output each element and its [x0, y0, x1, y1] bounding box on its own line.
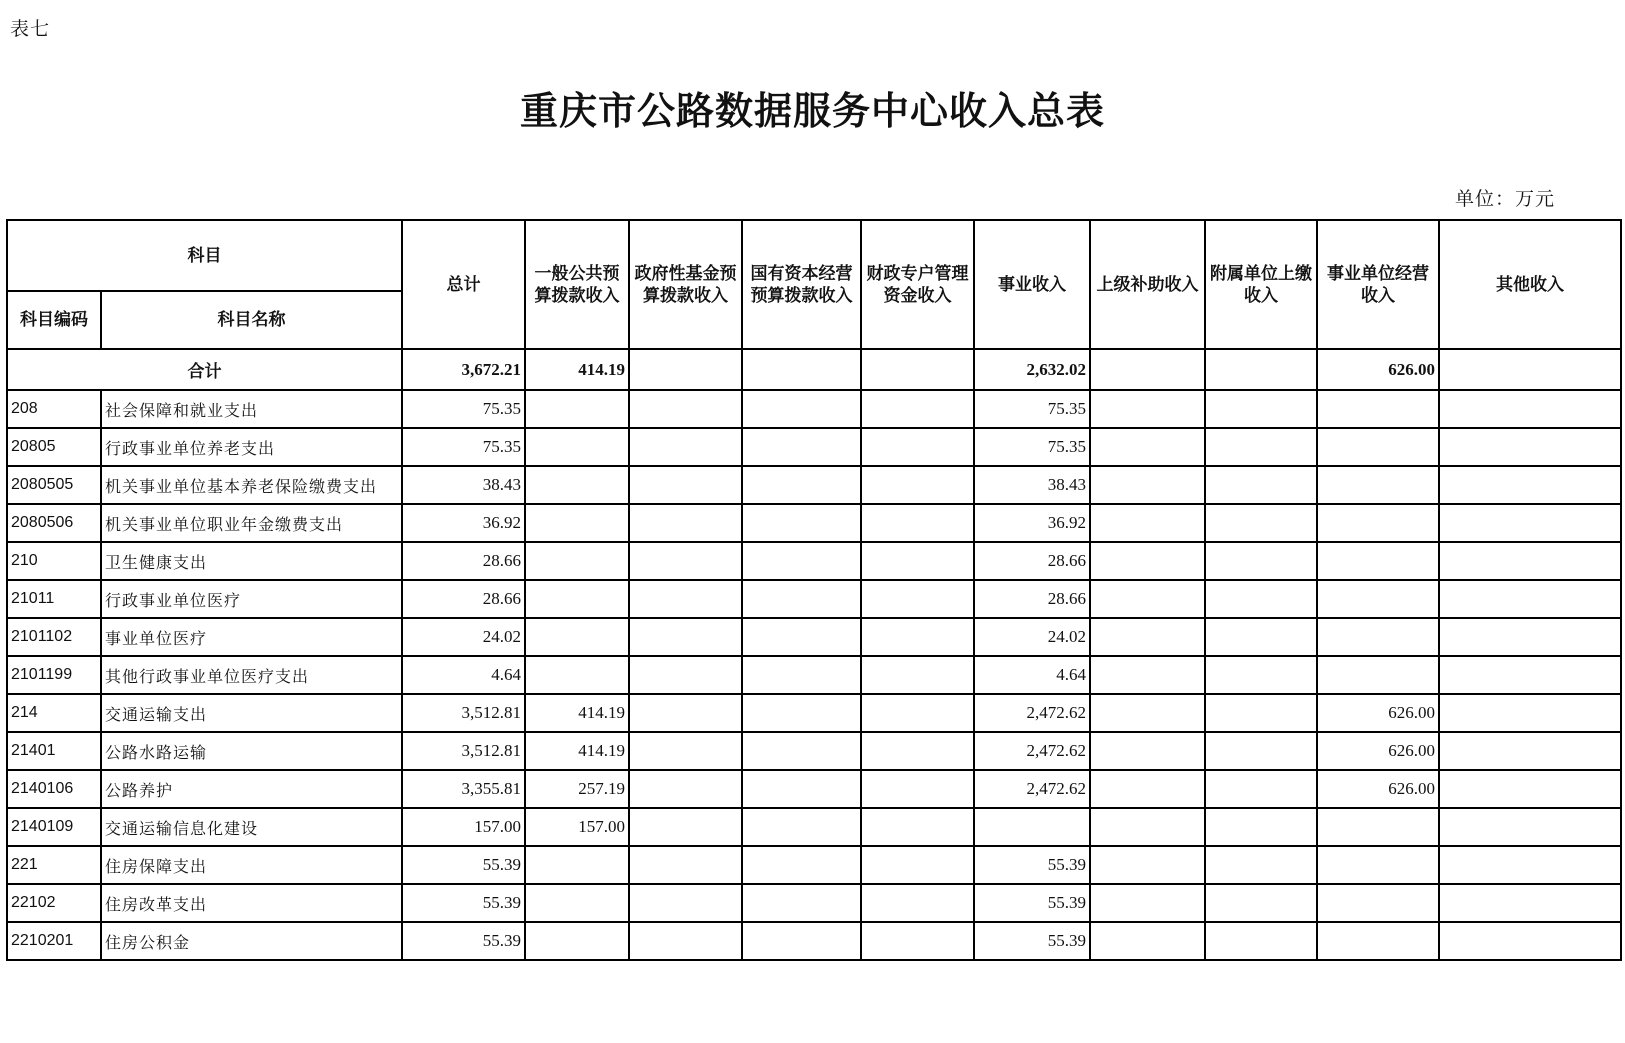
cell-other-income: [1439, 922, 1621, 960]
cell-total: 3,355.81: [402, 770, 525, 808]
cell-other-income: [1439, 466, 1621, 504]
cell-superior-subsidy: [1090, 770, 1205, 808]
table-row: [7, 390, 1621, 428]
cell-affiliated-payment: [1205, 770, 1317, 808]
cell-affiliated-payment: [1205, 580, 1317, 618]
cell-gov-fund: [629, 732, 742, 770]
cell-gov-fund: [629, 770, 742, 808]
cell-other-income: [1439, 694, 1621, 732]
cell-fiscal-special: [861, 922, 974, 960]
cell-state-capital: [742, 656, 861, 694]
cell-operating-income: 626.00: [1317, 732, 1439, 770]
cell-general-budget: [525, 580, 629, 618]
total-cell-general-budget: 414.19: [525, 349, 629, 390]
cell-total: 24.02: [402, 618, 525, 656]
cell-affiliated-payment: [1205, 808, 1317, 846]
cell-operating-income: 626.00: [1317, 694, 1439, 732]
cell-superior-subsidy: [1090, 846, 1205, 884]
subject-name-cell: 公路养护: [101, 770, 402, 808]
cell-business-income: 75.35: [974, 390, 1090, 428]
cell-business-income: 55.39: [974, 922, 1090, 960]
cell-general-budget: 414.19: [525, 732, 629, 770]
cell-general-budget: 257.19: [525, 770, 629, 808]
cell-other-income: [1439, 542, 1621, 580]
cell-general-budget: [525, 656, 629, 694]
header-superior-subsidy: 上级补助收入: [1090, 220, 1205, 349]
cell-affiliated-payment: [1205, 504, 1317, 542]
cell-fiscal-special: [861, 770, 974, 808]
cell-affiliated-payment: [1205, 694, 1317, 732]
cell-general-budget: [525, 884, 629, 922]
cell-affiliated-payment: [1205, 618, 1317, 656]
cell-gov-fund: [629, 618, 742, 656]
cell-general-budget: [525, 390, 629, 428]
cell-fiscal-special: [861, 694, 974, 732]
cell-other-income: [1439, 390, 1621, 428]
cell-gov-fund: [629, 694, 742, 732]
cell-fiscal-special: [861, 504, 974, 542]
cell-total: 75.35: [402, 390, 525, 428]
cell-other-income: [1439, 656, 1621, 694]
cell-operating-income: [1317, 808, 1439, 846]
cell-fiscal-special: [861, 390, 974, 428]
cell-operating-income: [1317, 504, 1439, 542]
total-cell-operating-income: 626.00: [1317, 349, 1439, 390]
cell-total: 157.00: [402, 808, 525, 846]
cell-state-capital: [742, 504, 861, 542]
cell-operating-income: 626.00: [1317, 770, 1439, 808]
total-cell-gov-fund: [629, 349, 742, 390]
cell-state-capital: [742, 542, 861, 580]
subject-code-cell: 2080505: [7, 466, 101, 504]
cell-fiscal-special: [861, 618, 974, 656]
cell-operating-income: [1317, 428, 1439, 466]
subject-code-cell: 208: [7, 390, 101, 428]
subject-code-cell: 21401: [7, 732, 101, 770]
cell-other-income: [1439, 808, 1621, 846]
table-number: 表七: [10, 18, 51, 40]
subject-name-cell: 住房公积金: [101, 922, 402, 960]
table-header: [7, 220, 1621, 349]
cell-superior-subsidy: [1090, 466, 1205, 504]
cell-superior-subsidy: [1090, 618, 1205, 656]
cell-state-capital: [742, 618, 861, 656]
cell-superior-subsidy: [1090, 656, 1205, 694]
cell-operating-income: [1317, 466, 1439, 504]
cell-gov-fund: [629, 656, 742, 694]
cell-general-budget: [525, 922, 629, 960]
cell-fiscal-special: [861, 884, 974, 922]
table-row: [7, 770, 1621, 808]
subject-code-cell: 20805: [7, 428, 101, 466]
cell-total: 38.43: [402, 466, 525, 504]
cell-total: 55.39: [402, 884, 525, 922]
cell-operating-income: [1317, 656, 1439, 694]
subject-name-cell: 交通运输支出: [101, 694, 402, 732]
total-cell-state-capital: [742, 349, 861, 390]
cell-superior-subsidy: [1090, 542, 1205, 580]
cell-business-income: 38.43: [974, 466, 1090, 504]
header-total: 总计: [402, 220, 525, 349]
subject-name-cell: 机关事业单位基本养老保险缴费支出: [101, 466, 402, 504]
cell-affiliated-payment: [1205, 428, 1317, 466]
cell-total: 3,512.81: [402, 694, 525, 732]
table-row: [7, 504, 1621, 542]
cell-state-capital: [742, 922, 861, 960]
cell-business-income: 2,472.62: [974, 732, 1090, 770]
cell-business-income: 24.02: [974, 618, 1090, 656]
cell-operating-income: [1317, 542, 1439, 580]
subject-name-cell: 行政事业单位医疗: [101, 580, 402, 618]
subject-name-cell: 事业单位医疗: [101, 618, 402, 656]
cell-total: 55.39: [402, 846, 525, 884]
total-cell-affiliated-payment: [1205, 349, 1317, 390]
cell-fiscal-special: [861, 428, 974, 466]
cell-business-income: 28.66: [974, 580, 1090, 618]
cell-other-income: [1439, 504, 1621, 542]
table-row: [7, 808, 1621, 846]
cell-gov-fund: [629, 466, 742, 504]
total-row: [7, 349, 1621, 390]
total-label: 合计: [7, 349, 402, 390]
total-cell-total: 3,672.21: [402, 349, 525, 390]
total-cell-business-income: 2,632.02: [974, 349, 1090, 390]
header-subject-code: 科目编码: [7, 291, 101, 349]
cell-operating-income: [1317, 884, 1439, 922]
cell-business-income: 28.66: [974, 542, 1090, 580]
cell-superior-subsidy: [1090, 580, 1205, 618]
cell-fiscal-special: [861, 808, 974, 846]
cell-affiliated-payment: [1205, 656, 1317, 694]
table-row: [7, 732, 1621, 770]
subject-name-cell: 住房保障支出: [101, 846, 402, 884]
cell-other-income: [1439, 618, 1621, 656]
cell-fiscal-special: [861, 846, 974, 884]
unit-label: 单位：万元: [1454, 188, 1555, 210]
subject-name-cell: 机关事业单位职业年金缴费支出: [101, 504, 402, 542]
subject-code-cell: 2210201: [7, 922, 101, 960]
subject-name-cell: 社会保障和就业支出: [101, 390, 402, 428]
cell-superior-subsidy: [1090, 922, 1205, 960]
subject-code-cell: 2080506: [7, 504, 101, 542]
income-summary-table: [6, 219, 1622, 961]
header-gov-fund: 政府性基金预算拨款收入: [629, 220, 742, 349]
cell-general-budget: [525, 466, 629, 504]
cell-total: 75.35: [402, 428, 525, 466]
cell-state-capital: [742, 732, 861, 770]
cell-affiliated-payment: [1205, 542, 1317, 580]
cell-business-income: [974, 808, 1090, 846]
cell-other-income: [1439, 732, 1621, 770]
cell-business-income: 55.39: [974, 884, 1090, 922]
table-row: [7, 694, 1621, 732]
table-row: [7, 542, 1621, 580]
cell-general-budget: [525, 846, 629, 884]
cell-operating-income: [1317, 580, 1439, 618]
header-subject-name: 科目名称: [101, 291, 402, 349]
cell-superior-subsidy: [1090, 884, 1205, 922]
cell-fiscal-special: [861, 656, 974, 694]
cell-business-income: 2,472.62: [974, 770, 1090, 808]
cell-state-capital: [742, 428, 861, 466]
subject-code-cell: 2101199: [7, 656, 101, 694]
total-cell-other-income: [1439, 349, 1621, 390]
table-row: [7, 656, 1621, 694]
subject-code-cell: 2140106: [7, 770, 101, 808]
cell-state-capital: [742, 580, 861, 618]
subject-name-cell: 其他行政事业单位医疗支出: [101, 656, 402, 694]
cell-gov-fund: [629, 504, 742, 542]
cell-state-capital: [742, 846, 861, 884]
header-affiliated-payment: 附属单位上缴收入: [1205, 220, 1317, 349]
cell-business-income: 2,472.62: [974, 694, 1090, 732]
cell-other-income: [1439, 846, 1621, 884]
table-row: [7, 580, 1621, 618]
subject-code-cell: 22102: [7, 884, 101, 922]
cell-gov-fund: [629, 390, 742, 428]
cell-general-budget: [525, 428, 629, 466]
cell-gov-fund: [629, 580, 742, 618]
header-subject-group: 科目: [7, 220, 402, 291]
subject-code-cell: 21011: [7, 580, 101, 618]
cell-fiscal-special: [861, 542, 974, 580]
header-fiscal-special: 财政专户管理资金收入: [861, 220, 974, 349]
subject-code-cell: 2140109: [7, 808, 101, 846]
cell-state-capital: [742, 694, 861, 732]
subject-code-cell: 210: [7, 542, 101, 580]
cell-gov-fund: [629, 846, 742, 884]
subject-code-cell: 214: [7, 694, 101, 732]
cell-state-capital: [742, 808, 861, 846]
cell-other-income: [1439, 884, 1621, 922]
cell-business-income: 75.35: [974, 428, 1090, 466]
header-operating-income: 事业单位经营收入: [1317, 220, 1439, 349]
cell-other-income: [1439, 580, 1621, 618]
cell-affiliated-payment: [1205, 466, 1317, 504]
cell-business-income: 36.92: [974, 504, 1090, 542]
cell-general-budget: [525, 542, 629, 580]
cell-total: 4.64: [402, 656, 525, 694]
cell-gov-fund: [629, 428, 742, 466]
cell-state-capital: [742, 770, 861, 808]
page-title: 重庆市公路数据服务中心收入总表: [519, 88, 1105, 133]
cell-gov-fund: [629, 884, 742, 922]
cell-other-income: [1439, 428, 1621, 466]
cell-affiliated-payment: [1205, 390, 1317, 428]
cell-total: 3,512.81: [402, 732, 525, 770]
table-row: [7, 846, 1621, 884]
cell-operating-income: [1317, 922, 1439, 960]
cell-general-budget: 157.00: [525, 808, 629, 846]
table-row: [7, 428, 1621, 466]
cell-superior-subsidy: [1090, 808, 1205, 846]
cell-other-income: [1439, 770, 1621, 808]
cell-operating-income: [1317, 390, 1439, 428]
cell-gov-fund: [629, 922, 742, 960]
cell-fiscal-special: [861, 466, 974, 504]
cell-state-capital: [742, 466, 861, 504]
cell-superior-subsidy: [1090, 694, 1205, 732]
table-body: [7, 349, 1621, 960]
cell-affiliated-payment: [1205, 732, 1317, 770]
cell-operating-income: [1317, 846, 1439, 884]
header-other-income: 其他收入: [1439, 220, 1621, 349]
header-business-income: 事业收入: [974, 220, 1090, 349]
subject-code-cell: 221: [7, 846, 101, 884]
cell-operating-income: [1317, 618, 1439, 656]
cell-superior-subsidy: [1090, 428, 1205, 466]
cell-state-capital: [742, 390, 861, 428]
cell-state-capital: [742, 884, 861, 922]
cell-gov-fund: [629, 808, 742, 846]
table-row: [7, 618, 1621, 656]
cell-affiliated-payment: [1205, 884, 1317, 922]
cell-total: 36.92: [402, 504, 525, 542]
subject-name-cell: 交通运输信息化建设: [101, 808, 402, 846]
subject-name-cell: 卫生健康支出: [101, 542, 402, 580]
cell-business-income: 4.64: [974, 656, 1090, 694]
cell-general-budget: [525, 618, 629, 656]
cell-general-budget: [525, 504, 629, 542]
subject-name-cell: 行政事业单位养老支出: [101, 428, 402, 466]
cell-general-budget: 414.19: [525, 694, 629, 732]
header-general-budget: 一般公共预算拨款收入: [525, 220, 629, 349]
cell-superior-subsidy: [1090, 390, 1205, 428]
total-cell-fiscal-special: [861, 349, 974, 390]
header-state-capital: 国有资本经营预算拨款收入: [742, 220, 861, 349]
cell-superior-subsidy: [1090, 504, 1205, 542]
cell-affiliated-payment: [1205, 922, 1317, 960]
table-row: [7, 884, 1621, 922]
cell-total: 28.66: [402, 580, 525, 618]
cell-business-income: 55.39: [974, 846, 1090, 884]
subject-code-cell: 2101102: [7, 618, 101, 656]
table-row: [7, 922, 1621, 960]
cell-total: 28.66: [402, 542, 525, 580]
subject-name-cell: 公路水路运输: [101, 732, 402, 770]
subject-name-cell: 住房改革支出: [101, 884, 402, 922]
cell-total: 55.39: [402, 922, 525, 960]
table-row: [7, 466, 1621, 504]
cell-affiliated-payment: [1205, 846, 1317, 884]
cell-gov-fund: [629, 542, 742, 580]
cell-fiscal-special: [861, 580, 974, 618]
total-cell-superior-subsidy: [1090, 349, 1205, 390]
cell-superior-subsidy: [1090, 732, 1205, 770]
cell-fiscal-special: [861, 732, 974, 770]
